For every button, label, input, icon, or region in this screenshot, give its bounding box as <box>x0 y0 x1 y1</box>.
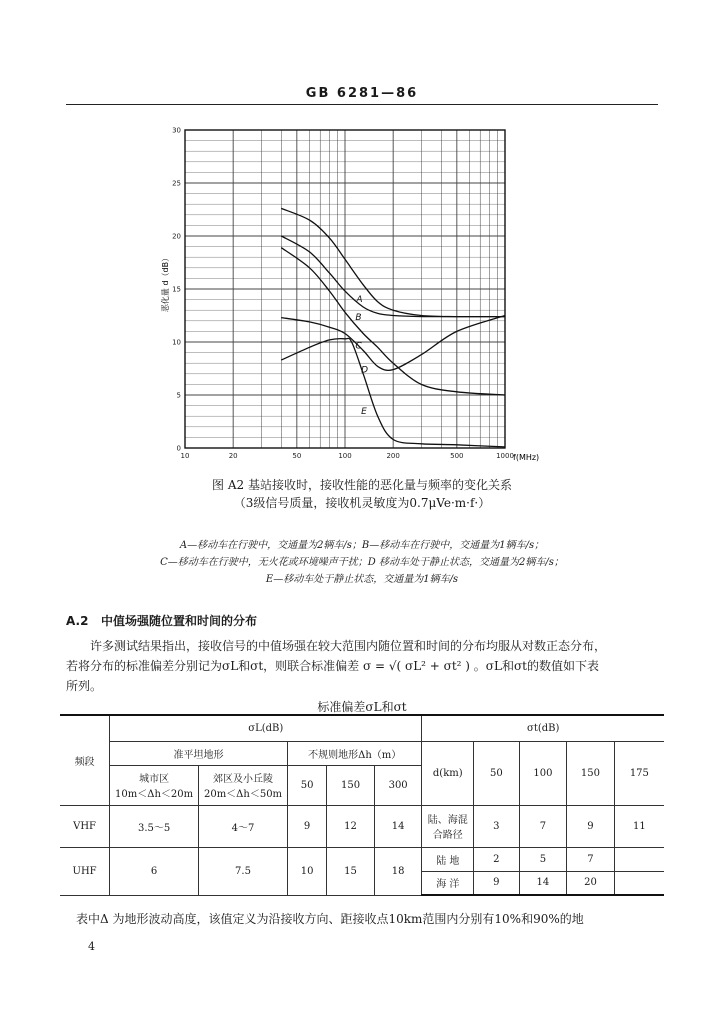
table-cell: 14 <box>374 805 422 847</box>
path-cell: 海 洋 <box>422 871 474 895</box>
series-label-c: C <box>355 341 362 352</box>
urban-label: 城市区 <box>139 774 170 785</box>
series-label-e: E <box>361 407 367 418</box>
sigma-l-header: σL(dB) <box>110 715 422 741</box>
dh-value-cell: 300 <box>374 765 422 805</box>
table-cell: 9 <box>567 805 615 847</box>
suburban-range: 20m＜Δh＜50m <box>203 789 283 800</box>
table-cell: 9 <box>474 871 519 895</box>
figure-legend-line-3: E—移动车处于静止状态，交通量为1辆车/s <box>265 574 459 585</box>
table-row <box>60 741 664 765</box>
table-row <box>60 805 664 847</box>
d-value-cell: 50 <box>474 741 519 805</box>
x-tick-label: 10 <box>180 452 190 460</box>
suburban-label: 郊区及小丘陵 <box>213 774 273 785</box>
y-tick-label: 5 <box>176 391 181 400</box>
band-cell: UHF <box>60 847 110 895</box>
table-cell <box>614 871 664 895</box>
sigma-t-header: σt(dB) <box>422 715 664 741</box>
table-cell: 10 <box>287 847 326 895</box>
x-tick-label: 100 <box>338 452 352 460</box>
figure-subcaption: （3级信号质量，接收机灵敏度为0.7μVe·m·f·） <box>233 496 491 510</box>
section-heading <box>66 612 257 629</box>
table-cell: 4～7 <box>199 805 288 847</box>
table-cell: 15 <box>327 847 375 895</box>
suburban-header <box>199 765 288 805</box>
table-cell: 6 <box>110 847 199 895</box>
table-row <box>60 715 664 741</box>
y-tick-label: 30 <box>172 126 181 135</box>
section-title: 中值场强随位置和时间的分布 <box>100 614 257 628</box>
y-tick-label: 0 <box>176 444 181 453</box>
series-label-b: B <box>355 312 362 323</box>
figure-legend-line-1: A—移动车在行驶中，交通量为2辆车/s；B—移动车在行驶中，交通量为1辆车/s； <box>179 540 545 551</box>
urban-range: 10m＜Δh＜20m <box>115 789 194 800</box>
series-label-d: D <box>361 365 369 376</box>
d-value-cell: 100 <box>519 741 567 805</box>
urban-header <box>110 765 199 805</box>
irregular-terrain-header: 不规则地形Δh（m） <box>287 741 421 765</box>
table-cell: 9 <box>287 805 326 847</box>
y-tick-label: 15 <box>172 285 181 294</box>
table-cell: 3 <box>474 805 519 847</box>
paragraph-line-1: 许多测试结果指出，接收信号的中值场强在较大范围内随位置和时间的分布均服从对数正态分布， <box>90 639 607 653</box>
y-tick-label: 20 <box>172 232 181 241</box>
series-label-a: A <box>356 294 363 305</box>
band-cell: VHF <box>60 805 110 847</box>
paragraph-line-3: 所列。 <box>66 679 103 693</box>
dh-value-cell: 150 <box>327 765 375 805</box>
table-cell <box>614 847 664 871</box>
section-number: A.2 <box>66 614 89 628</box>
d-value-cell: 150 <box>567 741 615 805</box>
table-cell: 7.5 <box>199 847 288 895</box>
sigma-table <box>60 714 664 896</box>
table-cell: 12 <box>327 805 375 847</box>
figure-caption: 图 A2 基站接收时，接收性能的恶化量与频率的变化关系 <box>212 478 512 492</box>
table-cell: 20 <box>567 871 615 895</box>
table-cell: 7 <box>567 847 615 871</box>
paragraph-line-2: 若将分布的标准偏差分别记为σL和σt，则联合标准偏差 σ = √( σL² + σt² ) 。σL和σt的数值如下表 <box>66 659 599 673</box>
d-km-header: d(km) <box>422 741 474 805</box>
page-number: 4 <box>88 940 95 953</box>
table-cell: 14 <box>519 871 567 895</box>
table-cell: 3.5～5 <box>110 805 199 847</box>
y-axis-label: 恶化量 d（dB） <box>161 253 170 313</box>
x-axis-label: f(MHz) <box>513 453 540 462</box>
x-tick-label: 1000 <box>496 452 514 460</box>
x-tick-label: 20 <box>228 452 238 460</box>
table-footnote: 表中Δ 为地形波动高度，该值定义为沿接收方向、距接收点10km范围内分别有10%和90%的地 <box>76 912 584 926</box>
flat-terrain-header: 准平坦地形 <box>110 741 288 765</box>
table-cell: 18 <box>374 847 422 895</box>
path-cell: 陆、海混合路径 <box>422 805 474 847</box>
table-cell: 5 <box>519 847 567 871</box>
table-cell: 2 <box>474 847 519 871</box>
y-tick-label: 25 <box>172 179 181 188</box>
x-tick-label: 200 <box>386 452 400 460</box>
x-tick-label: 50 <box>292 452 302 460</box>
dh-value-cell: 50 <box>287 765 326 805</box>
figure-legend-line-2: C—移动车在行驶中，无火花或环境噪声干扰；D 移动车处于静止状态，交通量为2辆车/s； <box>160 557 564 568</box>
chart <box>150 118 570 470</box>
header-rule <box>66 104 658 105</box>
y-tick-label: 10 <box>172 338 181 347</box>
d-value-cell: 175 <box>614 741 664 805</box>
table-title: 标准偏差σL和σt <box>317 700 407 714</box>
table-cell: 7 <box>519 805 567 847</box>
table-cell: 11 <box>614 805 664 847</box>
band-header: 频段 <box>60 715 110 805</box>
table-row <box>60 847 664 871</box>
chart-grid <box>185 130 505 448</box>
path-cell: 陆 地 <box>422 847 474 871</box>
standard-number-header: GB 6281—86 <box>305 86 419 101</box>
x-tick-label: 500 <box>450 452 464 460</box>
chart-ticks <box>172 127 514 461</box>
